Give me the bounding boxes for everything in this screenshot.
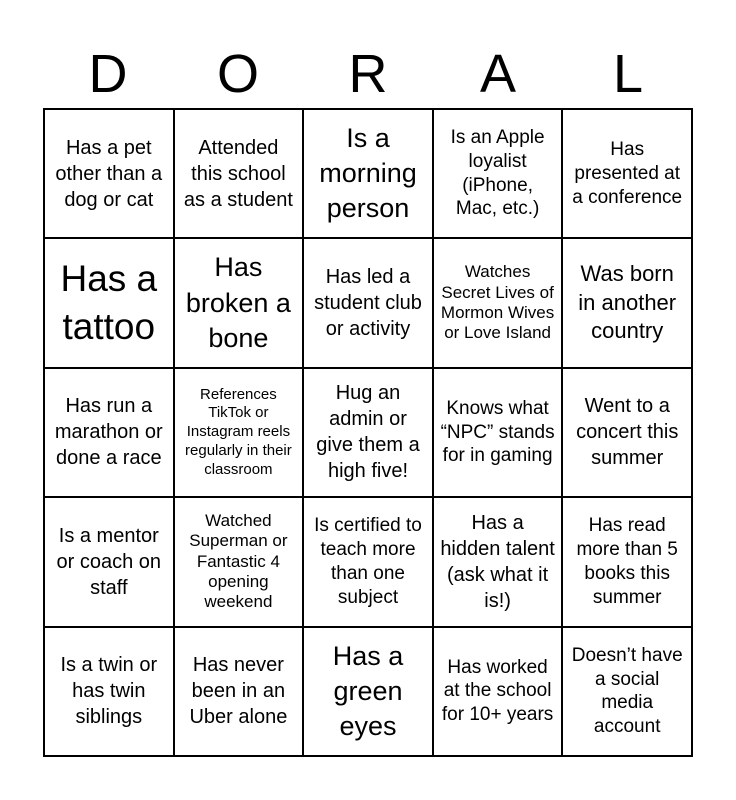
bingo-cell[interactable] (433, 238, 563, 367)
cell-text: Has a green eyes (332, 640, 404, 741)
header-letter-o: O (216, 44, 259, 104)
cell-text: Doesn’t have a social media account (571, 644, 683, 738)
header-letter-d: D (88, 44, 128, 104)
bingo-header (43, 40, 693, 108)
cell-text: References TikTok or Instagram reels regularly in their classroom (185, 385, 292, 478)
cell-text: Has broken a bone (185, 252, 291, 353)
cell-text: Has never been in an Uber alone (189, 654, 288, 729)
bingo-cell[interactable] (562, 497, 692, 626)
cell-text: Has a pet other than a dog or cat (55, 136, 163, 211)
cell-text: Has a hidden talent (ask what it is!) (440, 511, 555, 612)
bingo-cell[interactable] (562, 109, 692, 238)
bingo-cell[interactable] (44, 627, 174, 756)
cell-text: Is an Apple loyalist (iPhone, Mac, etc.) (450, 127, 545, 220)
cell-text: Has led a student club or activity (314, 266, 422, 341)
cell-text: Is certified to teach more than one subject (314, 515, 422, 608)
bingo-cell[interactable] (433, 109, 563, 238)
header-letter-r: R (348, 44, 388, 104)
cell-text: Was born in another country (578, 261, 677, 344)
bingo-cell[interactable] (433, 627, 563, 756)
bingo-cell[interactable] (433, 497, 563, 626)
bingo-cell[interactable] (44, 368, 174, 497)
cell-text: Has a tattoo (60, 258, 158, 348)
cell-text: Is a mentor or coach on staff (56, 524, 162, 599)
bingo-cell[interactable] (44, 497, 174, 626)
bingo-cell[interactable] (44, 109, 174, 238)
cell-text: Attended this school as a student (183, 136, 293, 211)
bingo-cell[interactable] (174, 497, 304, 626)
cell-text: Watches Secret Lives of Mormon Wives or Love Island (440, 262, 555, 343)
cell-text: Knows what “NPC” stands for in gaming (440, 397, 555, 467)
bingo-cell[interactable] (174, 627, 304, 756)
bingo-cell[interactable] (303, 238, 433, 367)
cell-text: Hug an admin or give them a high five! (316, 382, 420, 483)
cell-text: Has read more than 5 books this summer (576, 515, 678, 608)
bingo-grid (43, 108, 693, 757)
cell-text: Has run a marathon or done a race (54, 395, 163, 470)
cell-text: Watched Superman or Fantastic 4 opening weekend (189, 510, 288, 612)
bingo-cell[interactable] (562, 627, 692, 756)
bingo-cell[interactable] (174, 238, 304, 367)
bingo-cell[interactable] (303, 497, 433, 626)
bingo-cell[interactable] (562, 238, 692, 367)
bingo-cell[interactable] (433, 368, 563, 497)
cell-text: Went to a concert this summer (576, 395, 679, 470)
bingo-cell[interactable] (44, 238, 174, 367)
bingo-cell[interactable] (562, 368, 692, 497)
header-letter-a: A (479, 44, 517, 104)
bingo-cell[interactable] (303, 368, 433, 497)
cell-text: Has worked at the school for 10+ years (441, 656, 554, 726)
bingo-cell[interactable] (303, 627, 433, 756)
header-letter-l: L (612, 44, 644, 104)
cell-text: Is a twin or has twin siblings (60, 654, 158, 729)
cell-text: Is a morning person (319, 123, 417, 224)
bingo-cell[interactable] (303, 109, 433, 238)
bingo-cell[interactable] (174, 109, 304, 238)
bingo-cell[interactable] (174, 368, 304, 497)
cell-text: Has presented at a conference (572, 139, 683, 208)
